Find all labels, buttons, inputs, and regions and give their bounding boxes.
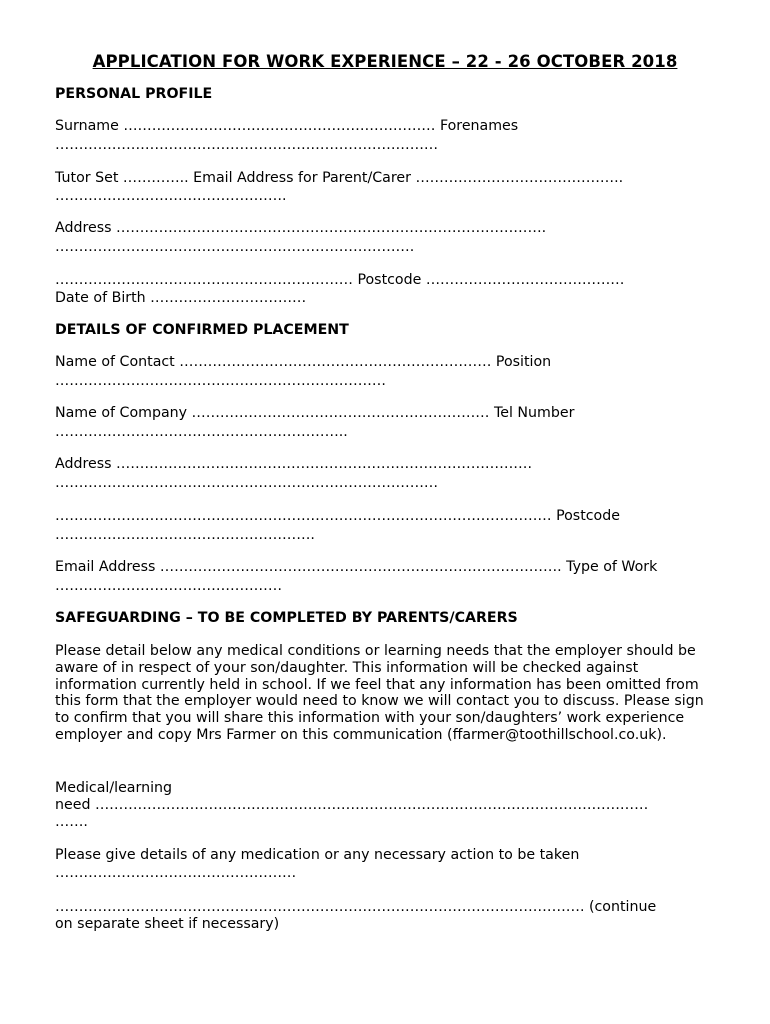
contact-position-line: Name of Contact ………………………………………………………… Position	[55, 354, 552, 370]
date-of-birth-line: Date of Birth ……………………………	[55, 290, 307, 306]
placement-postcode-continuation-line: ……………………………………………….	[55, 527, 315, 543]
company-tel-line: Name of Company ……………………………………………………… Tel Number	[55, 405, 575, 421]
forenames-continuation-line: ………………………………………………………………………	[55, 137, 439, 153]
medication-details-line: Please give details of any medication or any necessary action to be taken	[55, 847, 580, 863]
placement-address-continuation-line: ………………………………………………………………………	[55, 475, 439, 491]
position-continuation-line: …………………………………………………………….	[55, 373, 386, 389]
tel-continuation-line: ……………………………………………………..	[55, 424, 348, 440]
medication-details-continuation-line: ……………………………………………	[55, 865, 297, 881]
separate-sheet-note: on separate sheet if necessary)	[55, 916, 280, 932]
safeguarding-heading: SAFEGUARDING – TO BE COMPLETED BY PARENTS/CARERS	[55, 610, 518, 626]
placement-heading: DETAILS OF CONFIRMED PLACEMENT	[55, 322, 349, 338]
placement-address-line: Address …………………………………………………………………………….	[55, 456, 532, 472]
address-line: Address ……………………………………………………………………………….	[55, 220, 547, 236]
email-type-of-work-line: Email Address …………………………………………………………………………. Type of Work	[55, 559, 658, 575]
medication-action-line: …………………………………………………………………………………………………. (continue	[55, 899, 657, 915]
email-continuation-line: ………………………………………….	[55, 188, 287, 204]
address-continuation-line: ………………………………………………………………….	[55, 239, 415, 255]
placement-postcode-line: …………………………………………………………………………………………… Postcode	[55, 508, 620, 524]
personal-profile-heading: PERSONAL PROFILE	[55, 86, 213, 102]
tutor-set-email-line: Tutor Set ………….. Email Address for Parent/Carer ……………………………………..	[55, 170, 624, 186]
address-postcode-line: ……………………………………………………… Postcode ……………………………………	[55, 272, 625, 288]
form-title: APPLICATION FOR WORK EXPERIENCE – 22 - 26 OCTOBER 2018	[92, 52, 678, 71]
surname-forenames-line: Surname ………………………………………………………… Forenames	[55, 118, 519, 134]
medical-need-continuation-line: …….	[55, 814, 88, 830]
medical-need-line: need ………………………………………………………………………………………………………	[55, 797, 649, 813]
medical-learning-label: Medical/learning	[55, 780, 173, 796]
type-of-work-continuation-line: …………………………………………	[55, 578, 282, 594]
safeguarding-paragraph: Please detail below any medical conditions or learning needs that the employer should be aware of in respect of your son/daughter. This information will be checked against information currently held in school. If we feel that any information has been omitted from this form that the employer would need to know we will contact you to discuss. Please sign to confirm that you will share this information with your son/daughters’ work experience employer and copy Mrs Farmer on this communication (ffarmer@toothillschool.co.uk).	[55, 643, 704, 743]
